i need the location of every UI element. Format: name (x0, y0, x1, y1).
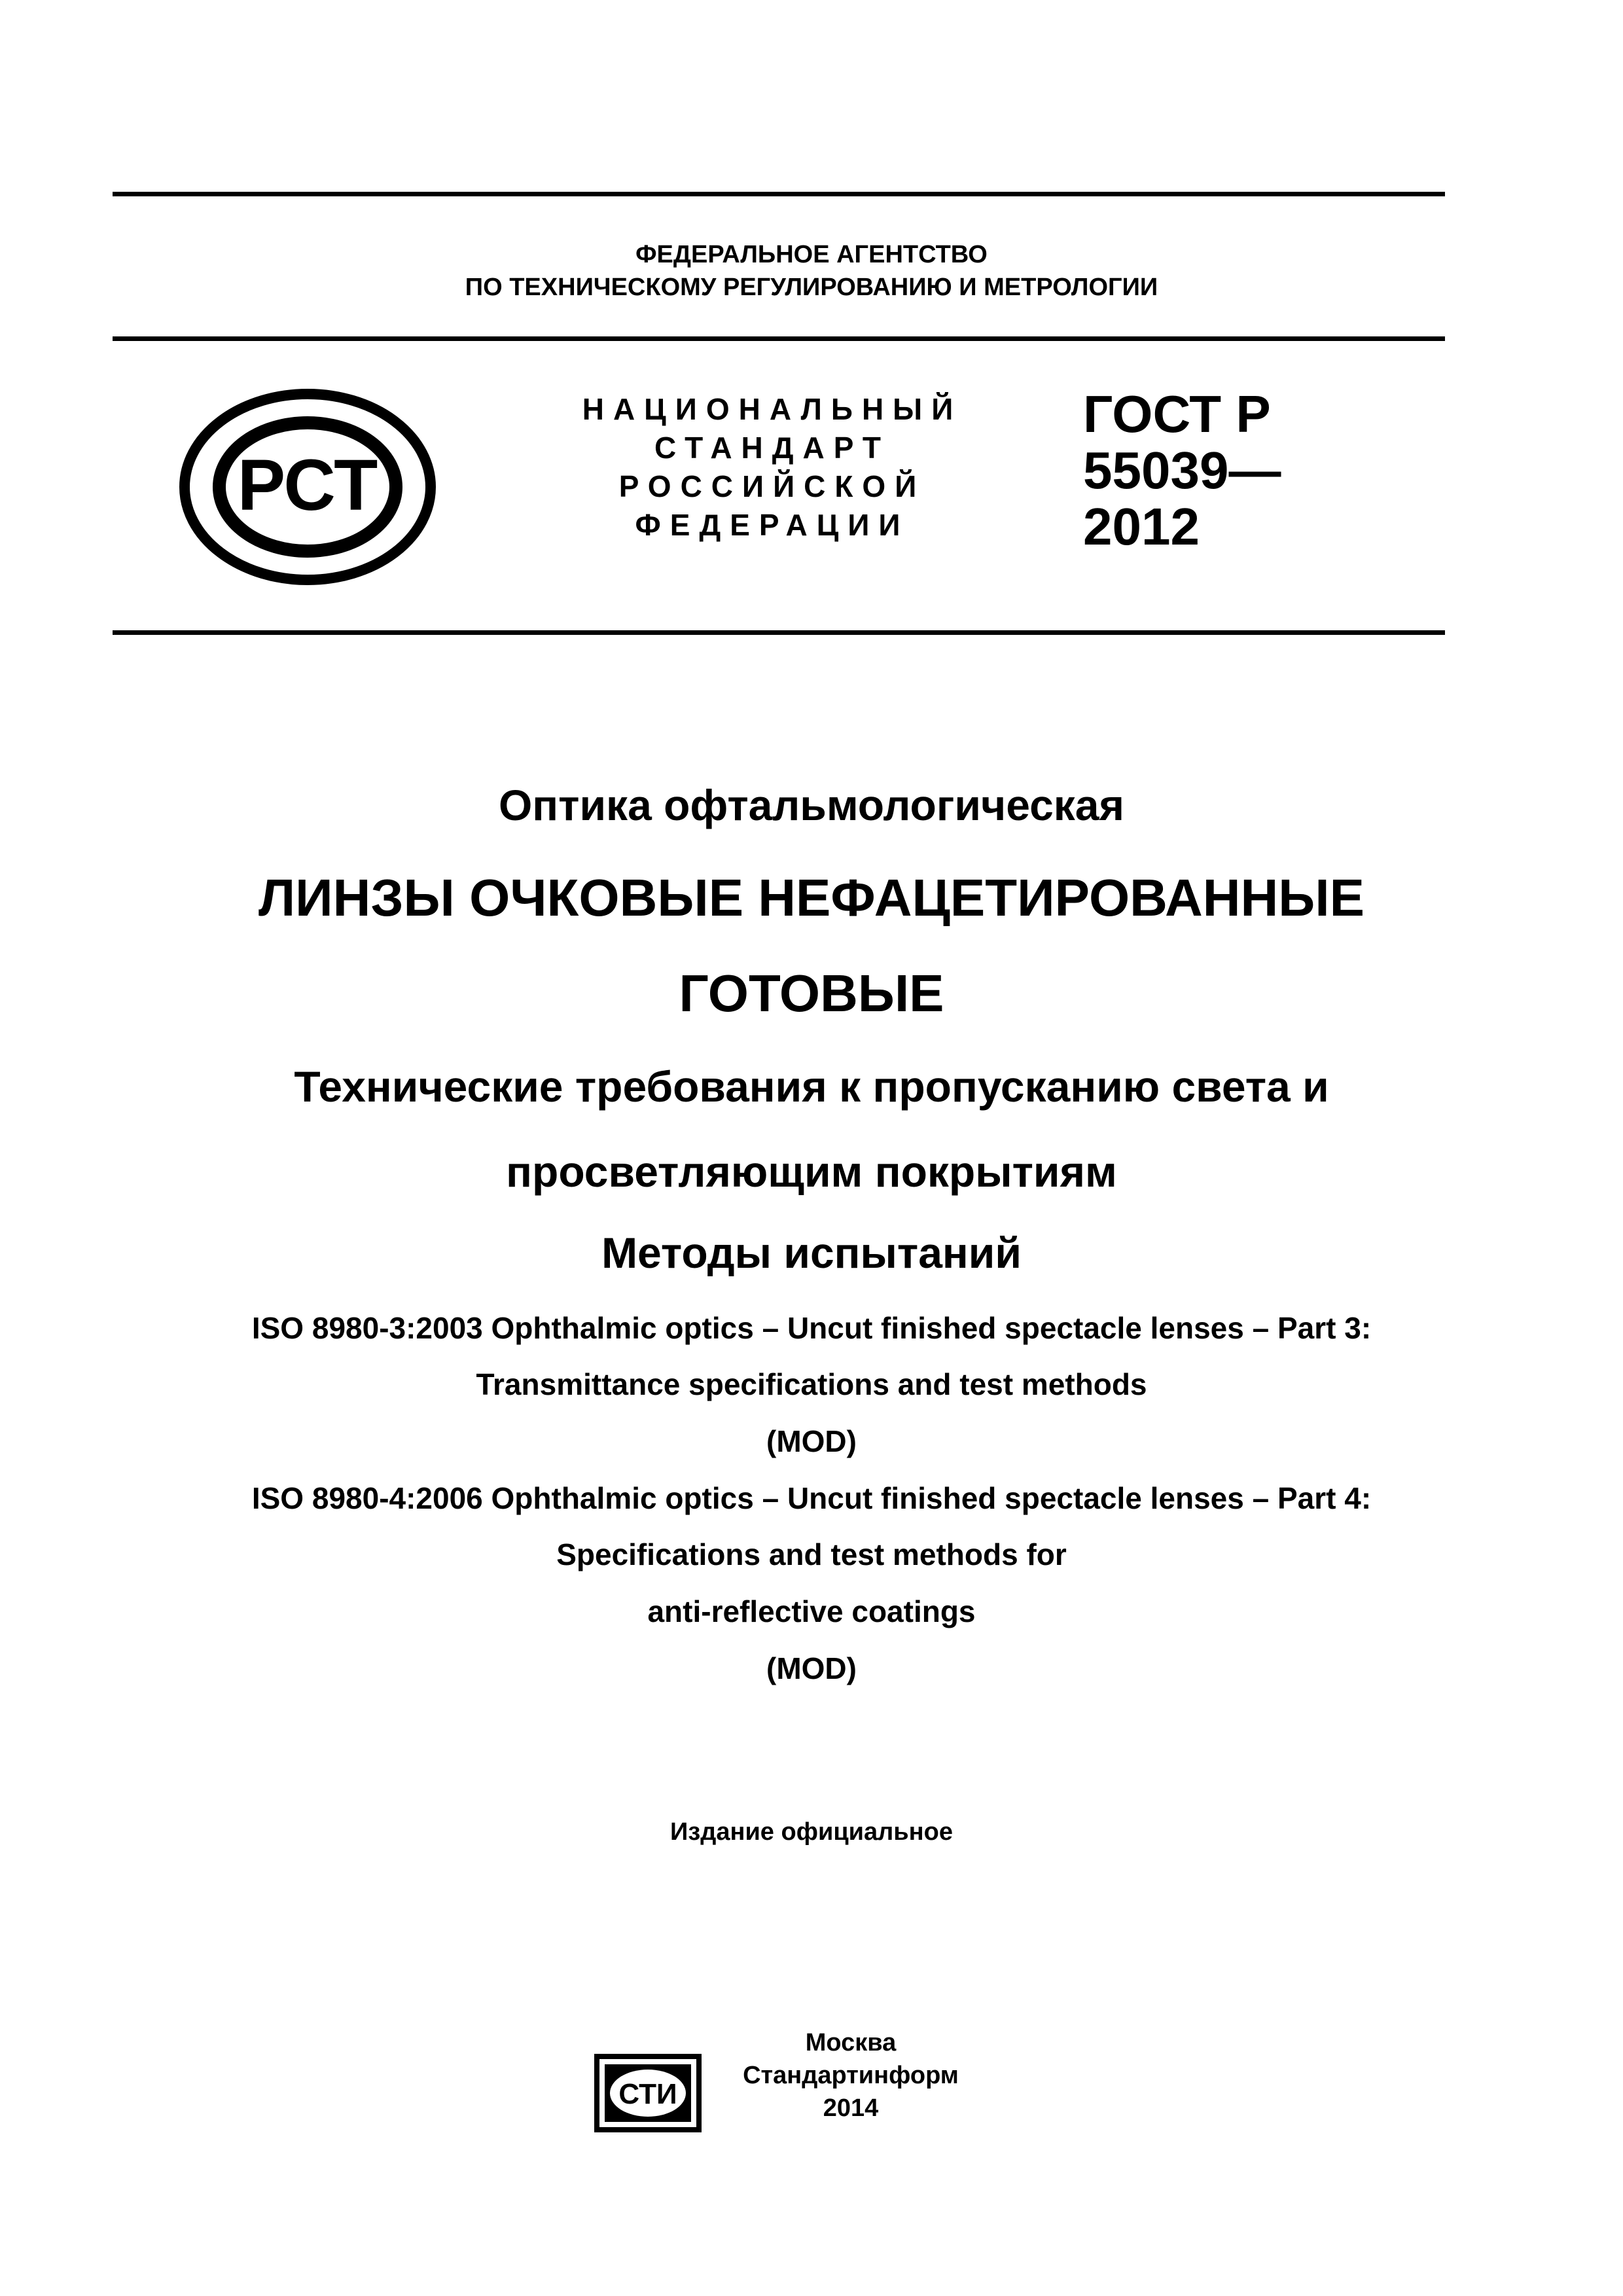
iso-ref-2-line-3: anti-reflective coatings (647, 1594, 976, 1628)
publisher-city: Москва (805, 2029, 897, 2056)
agency-rule (113, 336, 1445, 341)
publisher-year: 2014 (823, 2094, 879, 2122)
national-standard-line-1: НАЦИОНАЛЬНЫЙ (582, 392, 963, 426)
national-standard-line-3: РОССИЙСКОЙ (618, 469, 926, 503)
designation-line-3: 2012 (1083, 497, 1200, 556)
agency-line-1: ФЕДЕРАЛЬНОЕ АГЕНТСТВО (635, 241, 988, 268)
national-standard-line-2: СТАНДАРТ (654, 431, 890, 465)
logo-letters: РСТ (237, 445, 378, 526)
standard-designation (1083, 386, 1281, 555)
iso-ref-1-mod: (MOD) (766, 1424, 857, 1458)
header-bottom-rule (113, 630, 1445, 635)
gost-rst-logo-icon (177, 389, 438, 585)
designation-line-1: ГОСТ Р (1083, 385, 1271, 443)
publisher-block (720, 2026, 982, 2125)
iso-ref-1-line-2: Transmittance specifications and test methods (476, 1367, 1147, 1401)
title-main-line-2: ГОТОВЫЕ (679, 964, 944, 1022)
edition-note: Издание официальное (670, 1818, 953, 1846)
iso-ref-2-line-1: ISO 8980-4:2006 Ophthalmic optics – Uncut finished spectacle lenses – Part 4: (251, 1481, 1372, 1515)
agency-line-2: ПО ТЕХНИЧЕСКОМУ РЕГУЛИРОВАНИЮ И МЕТРОЛОГИИ (465, 274, 1158, 301)
iso-ref-2-line-2: Specifications and test methods for (556, 1537, 1067, 1571)
publisher-name: Стандартинформ (743, 2062, 959, 2089)
iso-ref-1-line-1: ISO 8980-3:2003 Ophthalmic optics – Uncut finished spectacle lenses – Part 3: (251, 1311, 1372, 1345)
standartinform-logo-icon (589, 2047, 707, 2139)
title-sub-line-1: Технические требования к пропусканию света и (294, 1062, 1329, 1111)
top-rule (113, 192, 1445, 196)
title-prefix: Оптика офтальмологическая (498, 781, 1125, 829)
title-sub-line-3: Методы испытаний (601, 1229, 1022, 1277)
iso-ref-2-mod: (MOD) (766, 1651, 857, 1685)
designation-line-2: 55039— (1083, 441, 1281, 499)
national-standard-line-4: ФЕДЕРАЦИИ (635, 508, 910, 542)
title-sub-line-2: просветляющим покрытиям (506, 1147, 1117, 1196)
national-standard-block (569, 390, 975, 545)
title-main-line-1: ЛИНЗЫ ОЧКОВЫЕ НЕФАЦЕТИРОВАННЫЕ (259, 869, 1364, 927)
publisher-logo-letters: СТИ (618, 2078, 677, 2110)
